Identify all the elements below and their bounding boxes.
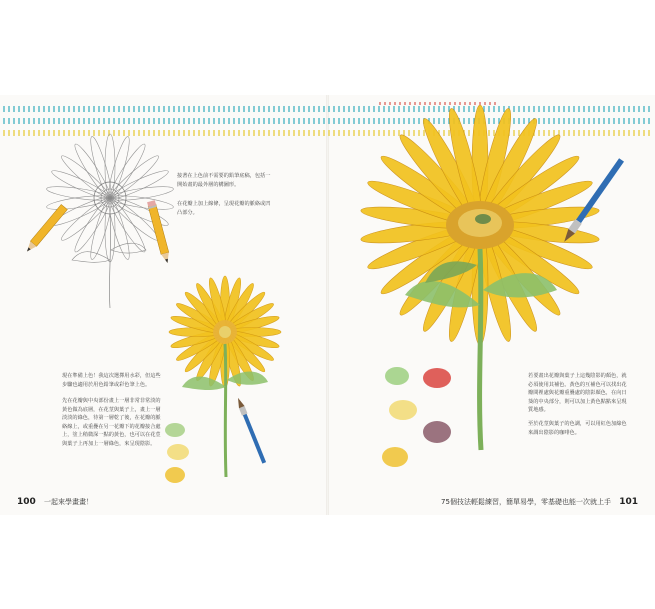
top-stripes (0, 100, 655, 140)
caption-stem-shadow: 至於花莖與葉子的色調，可以用紅色加綠色來調出陰影的咖啡色。 (528, 421, 627, 436)
running-title-left: 一起來學畫畫！ (44, 498, 94, 506)
book-gutter (326, 95, 329, 515)
right-footer (441, 497, 638, 507)
caption-complementary: 若要畫出花瓣與葉子上這幾陰影的顏色，就必須使用其補色。黃色的互補色可以找出花瓣間裡處與花瓣重疊處的陰影顏色，在向日葵的中央部分，則可以加上黃色點點來呈現質地感。 (528, 373, 627, 414)
running-title-right: 75個技法輕鬆練習，簡單易學，零基礎也能一次就上手 (441, 498, 611, 506)
caption-petal-lines: 在花瓣上加上線條，呈現花瓣的脈絡或凹凸部分。 (177, 201, 271, 216)
pencil-icon (20, 200, 70, 260)
page-number-right: 101 (619, 497, 638, 507)
pencil-icon (140, 200, 180, 270)
color-swatches (160, 420, 200, 490)
caption-base-layer: 先在花瓣與中央部份畫上一層非常非常淡的黃色做為底層，在花莖與葉子上，畫上一層淡淡的綠色，待第一層乾了後，在花瓣的脈絡線上，或重疊在另一花瓣下的花瓣接合處上，塗上稍微深一點的黃色，也可以在花莖與葉子上再加上一層綠色，來呈現陰影。 (62, 398, 161, 447)
caption-sketch-cleanup: 接著在上色前不需要的鉛筆底稿，包括一開始畫的最外層的構圖形。 (177, 173, 271, 188)
paintbrush-icon (545, 150, 635, 260)
color-swatches (375, 362, 465, 472)
page-number-left: 100 (17, 497, 36, 507)
paintbrush-icon (233, 400, 273, 470)
caption-ready-color: 現在準備上色！我這次選擇用水彩，但這些步驟也適用於用色鉛筆或彩色筆上色。 (62, 373, 161, 388)
left-footer (17, 497, 93, 507)
